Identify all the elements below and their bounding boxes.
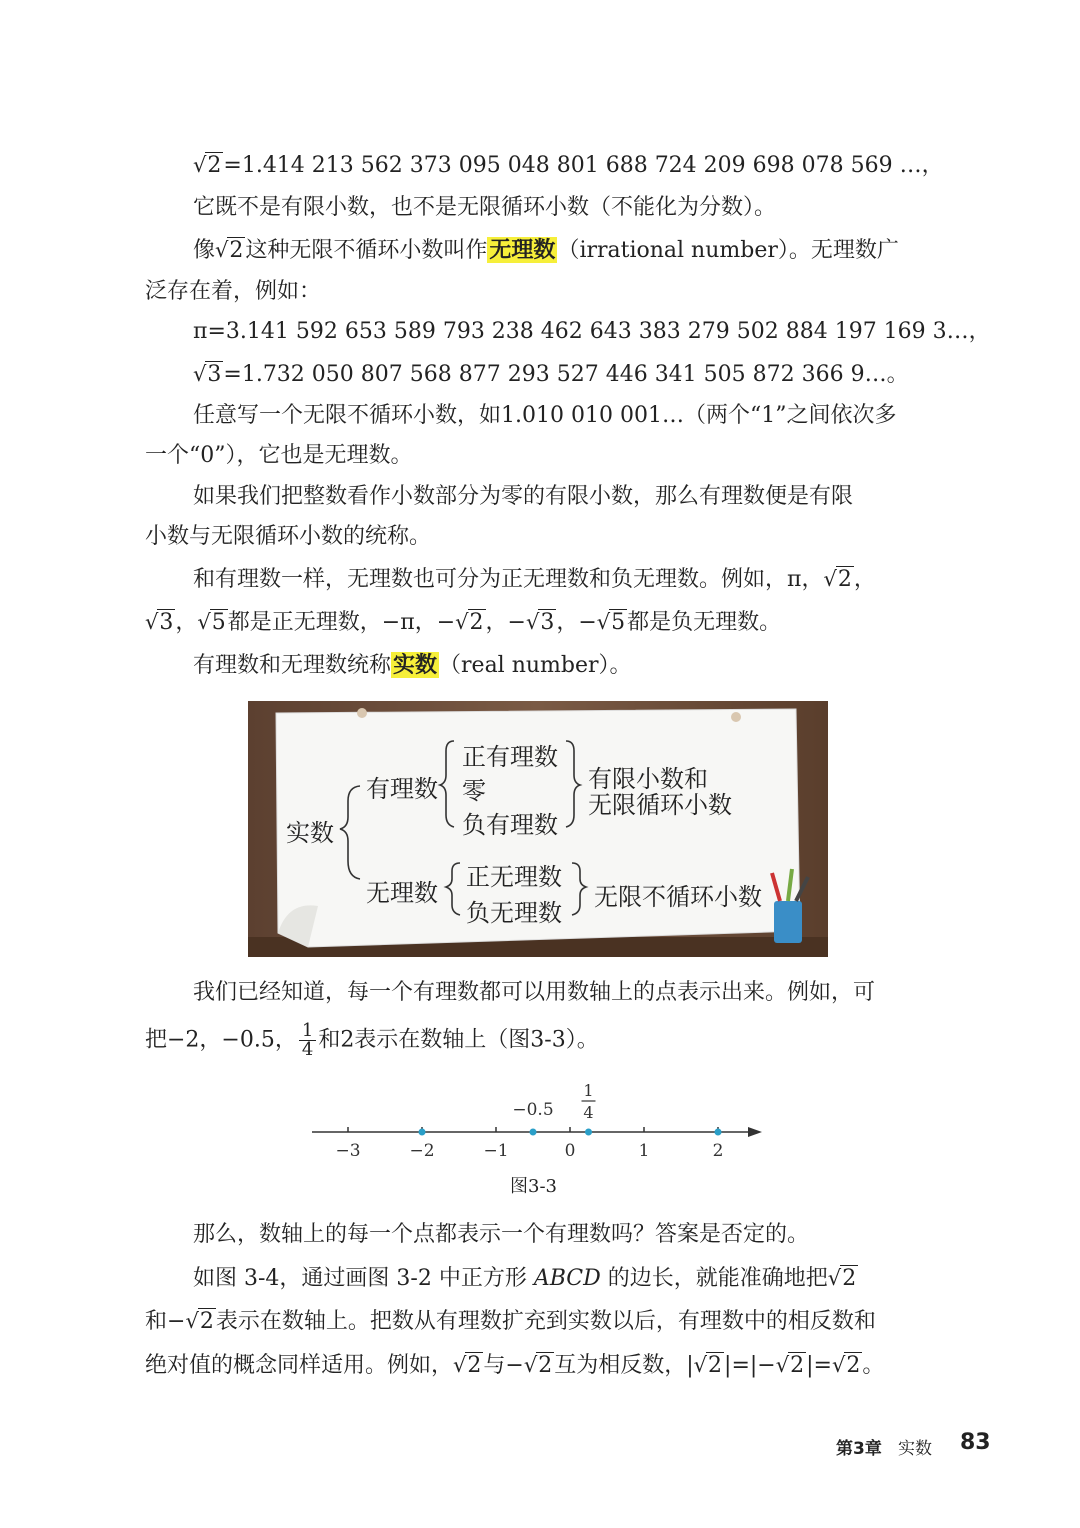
sqrt3-expansion: √3=1.732 050 807 568 877 293 527 446 341 505 872 366 9…。: [193, 359, 909, 390]
point-label-quarter-num: 1: [583, 1081, 594, 1100]
footer-title: 实数: [898, 1439, 932, 1459]
sqrt-symbol: √2: [215, 238, 244, 263]
term-real: 实数: [393, 652, 438, 678]
paragraph: 有理数和无理数统称实数（real number）。: [193, 652, 632, 678]
figure-caption: 图3-3: [510, 1176, 557, 1197]
paragraph: 绝对值的概念同样适用。例如，√2与−√2互为相反数，|√2|=|−√2|=√2。: [145, 1353, 885, 1378]
page-number: 83: [960, 1430, 991, 1455]
sqrt-symbol: √3: [193, 362, 222, 387]
number-line-figure: [300, 1078, 780, 1178]
tick-label: 0: [564, 1141, 576, 1161]
number-point: [585, 1129, 592, 1136]
footer-chapter: 第3章: [836, 1439, 882, 1459]
tick-label: −1: [483, 1141, 509, 1161]
paragraph: 泛存在着，例如：: [145, 279, 322, 304]
classification-board: [248, 701, 828, 957]
paragraph: 那么，数轴上的每一个点都表示一个有理数吗？答案是否定的。: [193, 1222, 810, 1247]
sqrt2-expansion: √2=1.414 213 562 373 095 048 801 688 724 209 698 078 569 …，: [193, 150, 944, 181]
term-irrational: 无理数: [489, 237, 556, 263]
paragraph: √3，√5都是正无理数，−π，−√2，−√3，−√5都是负无理数。: [145, 610, 782, 635]
board-irrational: 无理数: [366, 879, 438, 907]
board-neg-irrational: 负无理数: [466, 899, 562, 927]
board-irrational-desc: 无限不循环小数: [594, 883, 762, 911]
paragraph: 小数与无限循环小数的统称。: [145, 524, 432, 549]
pi-expansion: π=3.141 592 653 589 793 238 462 643 383 279 502 884 197 169 3…，: [193, 319, 991, 344]
paragraph: 把−2，−0.5， $\frac{1}{4}$ 和2表示在数轴上（图3-3）。: [145, 1020, 599, 1060]
paragraph: 如图 3-4，通过画图 3-2 中正方形 ABCD 的边长，就能准确地把√2: [193, 1266, 857, 1291]
paragraph: 像√2这种无限不循环小数叫作无理数（irrational number）。无理数广: [193, 235, 899, 266]
point-label-neg-half: −0.5: [512, 1100, 554, 1120]
board-neg-rational: 负有理数: [462, 811, 558, 839]
number-point: [715, 1129, 722, 1136]
sqrt-symbol: √2: [823, 567, 852, 592]
number-point: [419, 1129, 426, 1136]
board-pos-rational: 正有理数: [462, 743, 558, 771]
paragraph: 和−√2表示在数轴上。把数从有理数扩充到实数以后，有理数中的相反数和: [145, 1309, 876, 1334]
paragraph: 一个“0”），它也是无理数。: [145, 443, 413, 468]
tick-label: −2: [409, 1141, 435, 1161]
paragraph: 和有理数一样，无理数也可分为正无理数和负无理数。例如，π，√2，: [193, 564, 876, 595]
point-label-quarter-den: 4: [583, 1103, 594, 1122]
board-rational: 有理数: [366, 775, 438, 803]
axis-arrow-icon: [748, 1127, 762, 1137]
tick-label: −3: [335, 1141, 361, 1161]
pin-icon: [731, 712, 741, 722]
board-rational-desc-2: 无限循环小数: [588, 791, 732, 819]
tick-label: 2: [712, 1141, 724, 1161]
paragraph: 如果我们把整数看作小数部分为零的有限小数，那么有理数便是有限: [193, 484, 854, 509]
pin-icon: [357, 708, 367, 718]
paragraph: 它既不是有限小数，也不是无限循环小数（不能化为分数）。: [193, 195, 777, 220]
paragraph: 我们已经知道，每一个有理数都可以用数轴上的点表示出来。例如，可: [193, 980, 876, 1005]
sqrt-symbol: √2: [193, 153, 222, 178]
board-zero: 零: [462, 777, 486, 805]
number-point: [530, 1129, 537, 1136]
board-real: 实数: [286, 819, 334, 847]
paragraph: 任意写一个无限不循环小数，如1.010 010 001…（两个“1”之间依次多: [193, 403, 897, 428]
fraction-quarter: $\frac{1}{4}$: [299, 1022, 316, 1059]
tick-label: 1: [638, 1141, 650, 1161]
board-rational-desc-1: 有限小数和: [588, 765, 708, 793]
board-pos-irrational: 正无理数: [466, 863, 562, 891]
